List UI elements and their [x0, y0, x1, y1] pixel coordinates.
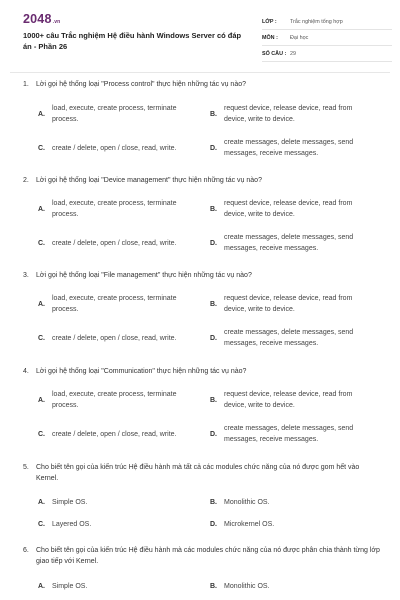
- option-c[interactable]: [38, 231, 202, 255]
- question-number: 6.: [23, 547, 29, 554]
- option-d[interactable]: [210, 136, 374, 160]
- meta-row-class: [262, 14, 392, 30]
- question-number: 4.: [23, 368, 29, 375]
- option-text: Monolithic OS.: [224, 498, 270, 506]
- option-d[interactable]: [210, 512, 374, 536]
- option-text: create / delete, open / close, read, write.: [52, 239, 177, 247]
- option-b[interactable]: [210, 490, 374, 514]
- option-text: create / delete, open / close, read, write.: [52, 334, 177, 342]
- meta-value: Đại học: [290, 34, 309, 41]
- option-letter: A.: [38, 396, 45, 404]
- option-b[interactable]: [210, 197, 374, 221]
- meta-key: MÔN :: [262, 34, 278, 41]
- option-letter: C.: [38, 144, 45, 152]
- option-text: create messages, delete messages, send messages, receive messages.: [224, 329, 354, 347]
- option-letter: A.: [38, 582, 45, 590]
- option-text: load, execute, create process, terminate process.: [52, 200, 177, 218]
- option-text: create / delete, open / close, read, write.: [52, 144, 177, 152]
- question-text: Lời gọi hệ thống loại "Device management" thực hiện những tác vụ nào?: [36, 177, 262, 184]
- question-text: Lời gọi hệ thống loại "Process control" thực hiện những tác vụ nào?: [36, 81, 247, 88]
- question-stem: [23, 79, 383, 90]
- option-text: load, execute, create process, terminate process.: [52, 295, 177, 313]
- option-letter: C.: [38, 239, 45, 247]
- logo-name: 2048: [23, 12, 52, 26]
- option-b[interactable]: [210, 574, 374, 598]
- option-letter: C.: [38, 520, 45, 528]
- option-letter: B.: [210, 396, 217, 404]
- option-letter: A.: [38, 300, 45, 308]
- meta-value: 29: [290, 50, 296, 57]
- option-letter: B.: [210, 498, 217, 506]
- question-number: 1.: [23, 81, 29, 88]
- option-c[interactable]: [38, 512, 202, 536]
- document-title: 1000+ câu Trắc nghiệm Hệ điều hành Windows Server có đáp án - Phần 26: [23, 31, 242, 51]
- option-a[interactable]: [38, 388, 202, 412]
- question-text: Cho biết tên gọi của kiến trúc Hệ điều hành mà tất cả các modules chức năng của nó được gom hết vào Kernel.: [36, 464, 360, 482]
- option-a[interactable]: [38, 292, 202, 316]
- option-a[interactable]: [38, 490, 202, 514]
- option-text: Microkernel OS.: [224, 520, 275, 528]
- question-text: Lời gọi hệ thống loại "Communication" thực hiện những tác vụ nào?: [36, 368, 247, 375]
- option-letter: A.: [38, 498, 45, 506]
- option-text: request device, release device, read from device, write to device.: [224, 295, 353, 313]
- option-text: load, execute, create process, terminate process.: [52, 391, 177, 409]
- meta-row-count: [262, 46, 392, 62]
- option-d[interactable]: [210, 326, 374, 350]
- site-logo[interactable]: [23, 12, 60, 26]
- question-stem: [23, 175, 383, 186]
- question-text: Lời gọi hệ thống loại "File management" thực hiện những tác vụ nào?: [36, 272, 252, 279]
- option-text: load, execute, create process, terminate process.: [52, 105, 177, 123]
- option-letter: C.: [38, 334, 45, 342]
- option-text: request device, release device, read from device, write to device.: [224, 200, 353, 218]
- meta-key: LỚP :: [262, 18, 277, 25]
- option-a[interactable]: [38, 197, 202, 221]
- option-b[interactable]: [210, 102, 374, 126]
- option-letter: B.: [210, 110, 217, 118]
- option-c[interactable]: [38, 136, 202, 160]
- question-number: 2.: [23, 177, 29, 184]
- meta-value: Trắc nghiệm tổng hợp: [290, 18, 343, 25]
- question-stem: [23, 270, 383, 281]
- option-letter: B.: [210, 300, 217, 308]
- question-stem: [23, 545, 383, 567]
- option-letter: D.: [210, 520, 217, 528]
- option-text: Monolithic OS.: [224, 582, 270, 590]
- option-letter: A.: [38, 205, 45, 213]
- option-b[interactable]: [210, 292, 374, 316]
- option-letter: D.: [210, 334, 217, 342]
- question-number: 3.: [23, 272, 29, 279]
- question-text: Cho biết tên gọi của kiến trúc Hệ điều hành mà các modules chức năng của nó được phân chia thành từng lớp giao tiếp với Kernel.: [36, 547, 380, 565]
- option-text: Simple OS.: [52, 498, 88, 506]
- option-letter: B.: [210, 582, 217, 590]
- option-text: request device, release device, read from device, write to device.: [224, 391, 353, 409]
- option-d[interactable]: [210, 231, 374, 255]
- option-text: Simple OS.: [52, 582, 88, 590]
- option-text: create messages, delete messages, send messages, receive messages.: [224, 139, 354, 157]
- header-divider: [10, 72, 390, 73]
- option-letter: D.: [210, 239, 217, 247]
- option-b[interactable]: [210, 388, 374, 412]
- option-c[interactable]: [38, 422, 202, 446]
- option-c[interactable]: [38, 326, 202, 350]
- option-text: request device, release device, read from device, write to device.: [224, 105, 353, 123]
- option-letter: C.: [38, 430, 45, 438]
- question-stem: [23, 366, 383, 377]
- option-a[interactable]: [38, 102, 202, 126]
- option-letter: D.: [210, 144, 217, 152]
- option-letter: A.: [38, 110, 45, 118]
- option-text: create messages, delete messages, send messages, receive messages.: [224, 234, 354, 252]
- logo-suffix: .vn: [52, 19, 61, 25]
- document-header: [10, 0, 390, 64]
- option-letter: B.: [210, 205, 217, 213]
- meta-key: SỐ CÂU :: [262, 50, 287, 57]
- option-a[interactable]: [38, 574, 202, 598]
- option-text: create / delete, open / close, read, write.: [52, 430, 177, 438]
- option-letter: D.: [210, 430, 217, 438]
- document-meta: [262, 14, 392, 62]
- meta-row-subject: [262, 30, 392, 46]
- option-d[interactable]: [210, 422, 374, 446]
- question-number: 5.: [23, 464, 29, 471]
- option-text: Layered OS.: [52, 520, 92, 528]
- option-text: create messages, delete messages, send messages, receive messages.: [224, 425, 354, 443]
- question-stem: [23, 462, 383, 484]
